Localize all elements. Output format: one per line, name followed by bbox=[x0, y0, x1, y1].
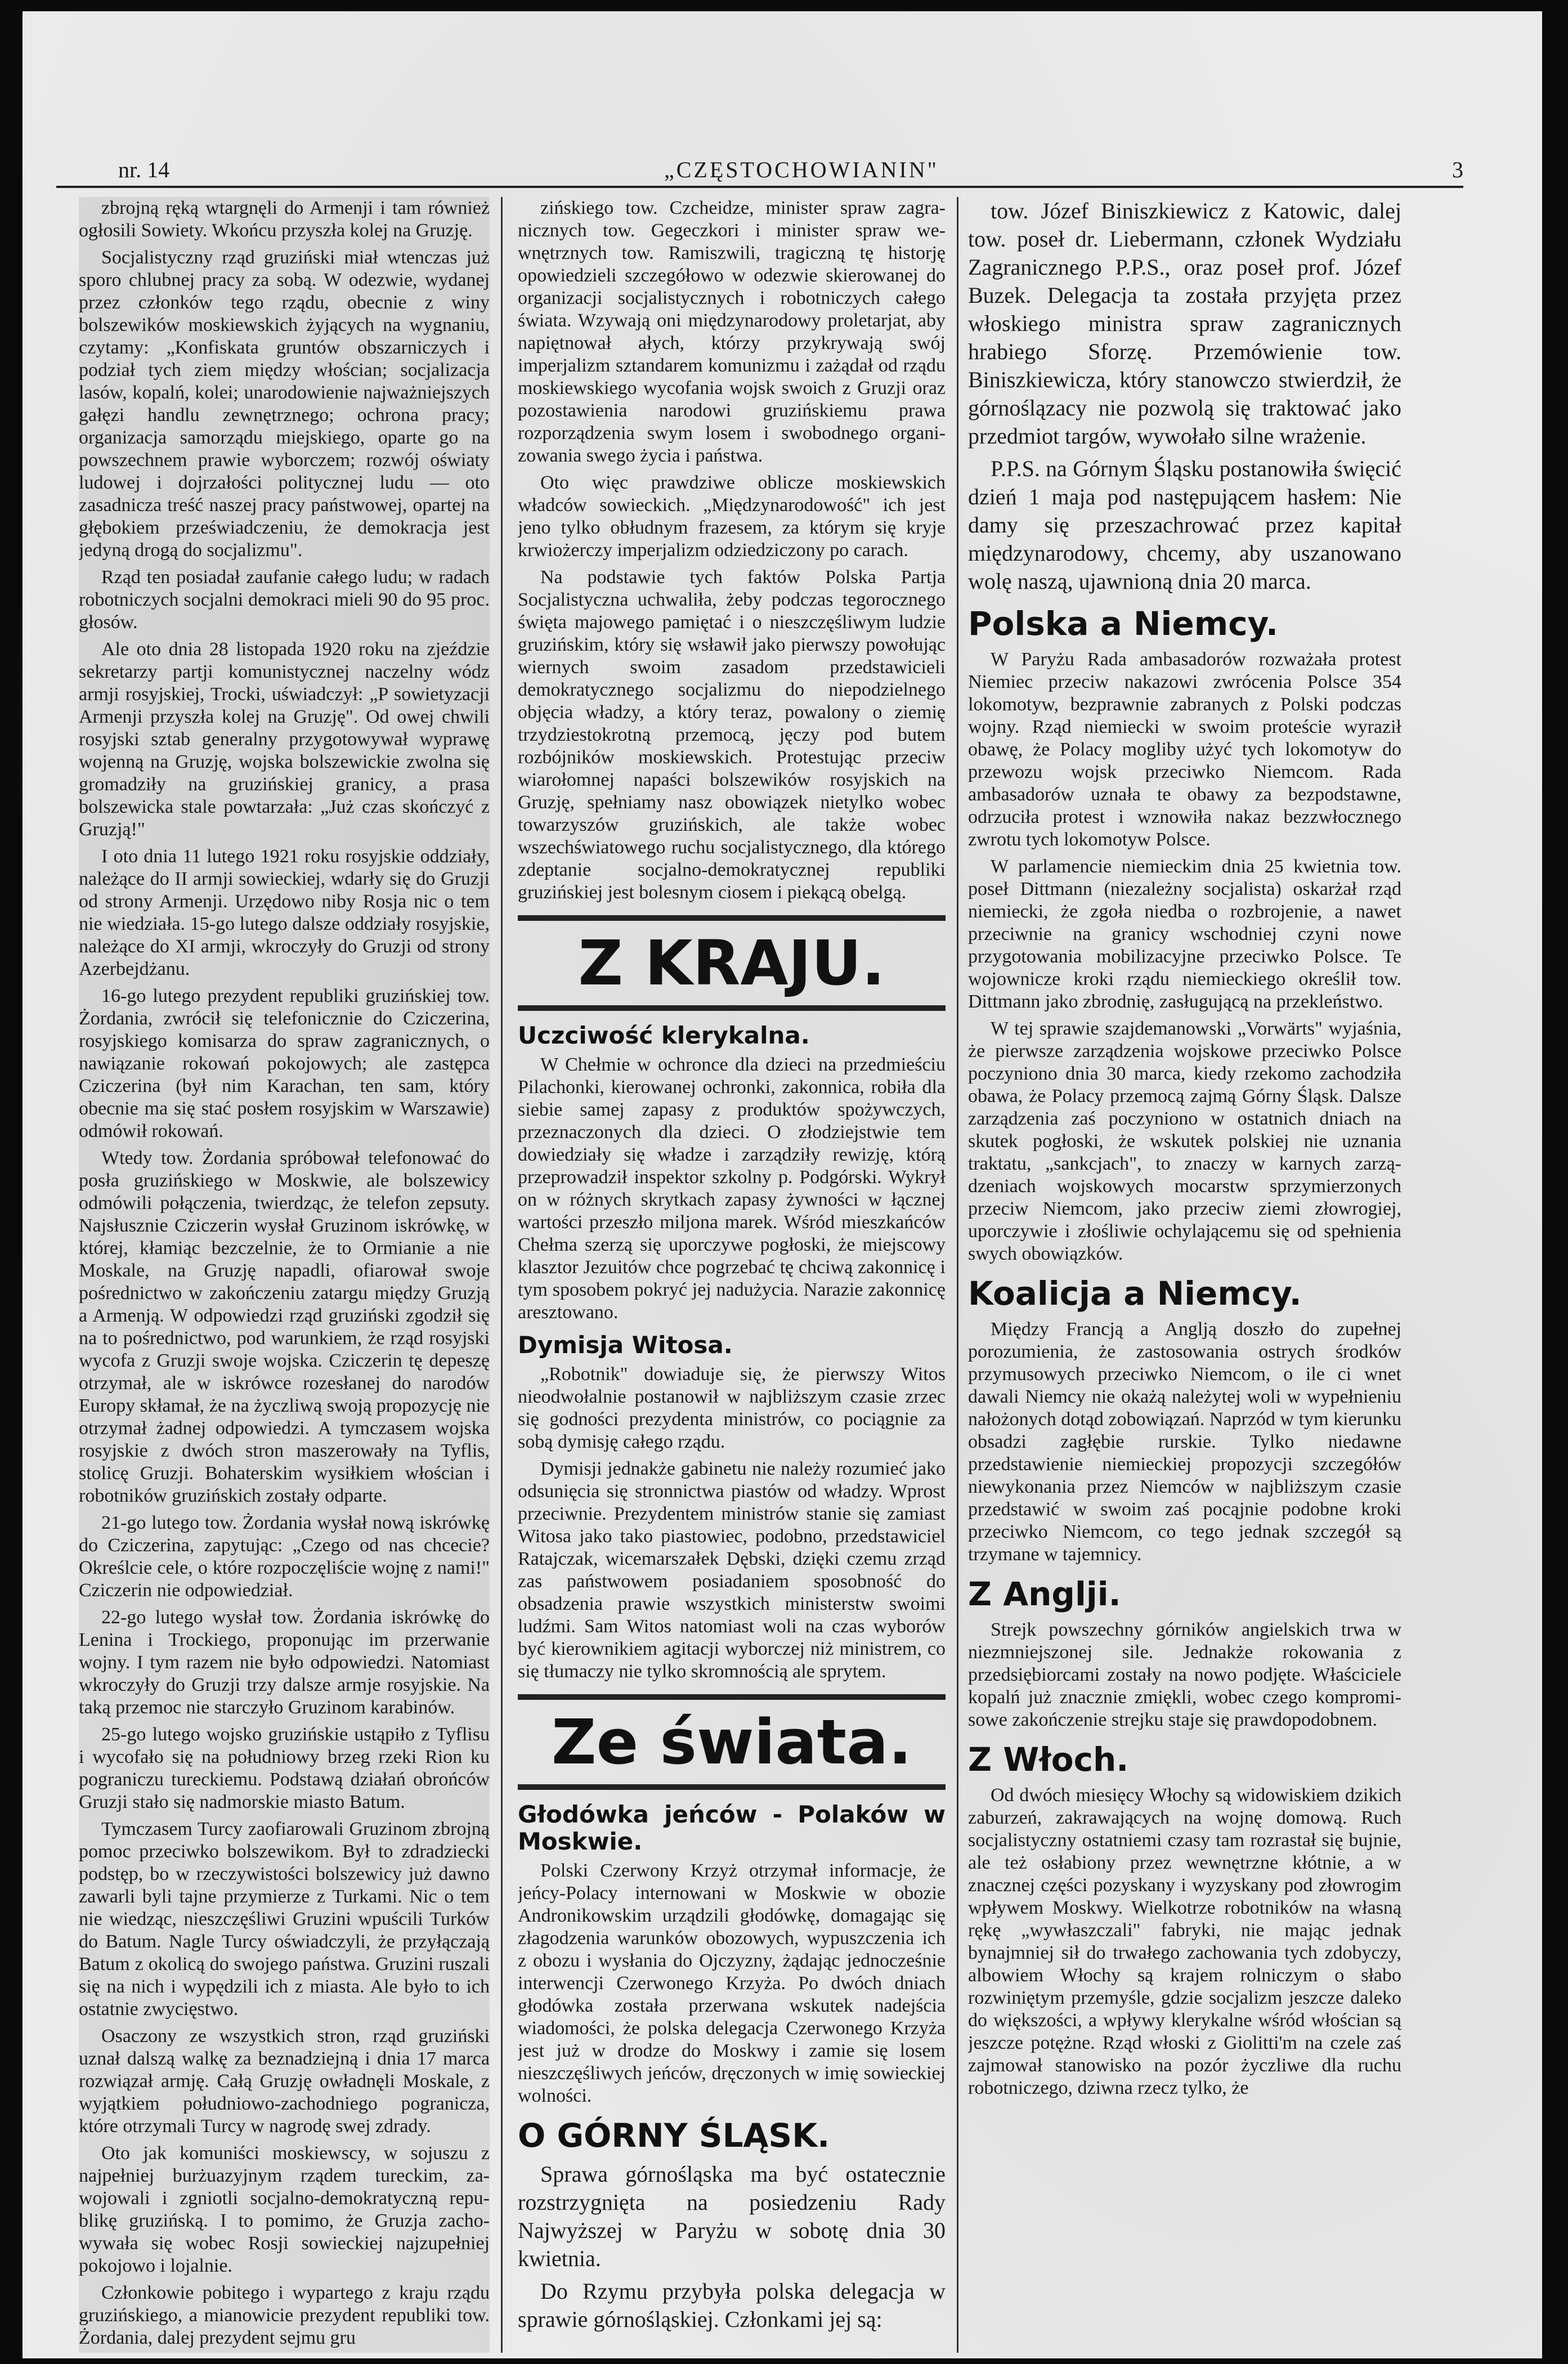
paragraph: Tymczasem Turcy zaofiarowali Gruzinom zbrojną pomoc przeciwko bolszewikom. Był to zdradziecki podstęp, bo w rzeczywistości bolszewicy już dawno zawarli byli tajne przymierze z Turkami. Nic o tem nie wiedząc, nieszczęśliwi Gruzini wpuścili Turków do Batum. Nagle Turcy oświadczyli, że przyłączają Batum z okolicą do swojego państwa. Gruzini ruszali się na nich i wypędzili ich z miasta. Ale było to ich ostatnie zwycięstwo. bbox=[79, 1819, 490, 2020]
issue-number: nr. 14 bbox=[118, 157, 170, 182]
paragraph: Od dwóch miesięcy Włochy są widowiskiem dzikich zaburzeń, zakrawających na wojnę domową. Ruch socjalistyczny ostatniemi czasy tam rozrastał się bujnie, ale też osłabiony przez wewnętrzne kłótnie, a w znacznej części pozyskany i wyzyskany pod złowrogim wpływem Moskwy. Wielkotrze robotników na własną rękę „wywłaszczali" fabryki, nie mając jednak bynajmniej sił do trwałego zachowania tych zdobyczy, albowiem Włochy są krajem rolniczym o słabo rozwiniętym przemyśle, gdzie socjalizm jeszcze daleko do większości, a wpływy klerykalne wśród włościan są jeszcze potężne. Rząd włoski z Giolitti'm na czele zaś zajmował stanowisko na pozór życzliwe dla ruchu robotniczego, dziwna rzecz tylko, że bbox=[968, 1785, 1401, 2098]
column-3 bbox=[968, 197, 1401, 2353]
paragraph: W parlamencie niemieckim dnia 25 kwietnia tow. poseł Dittmann (niezależny socjalista) oskarżał rząd niemiecki, że zgoła niedba o rozbrojenie, a nawet przeciwnie na granicy wschodniej czyni nowe przygotowania mobilizacyjne przeciwko Polsce. Te wojownicze kroki rządu niemieckiego określił tow. Dittmann jako zbrodnię, zasługującą na przekleństwo. bbox=[968, 856, 1401, 1012]
paragraph: zińskiego tow. Czcheidze, minister spraw zagranicznych tow. Gegeczkori i minister spraw wewnętrznych tow. Ramiszwili, tragiczną tę historję opowiedzieli szczegółowo w odezwie skierowanej do organizacji socjalistycznych i robotniczych całego świata. Wzywają oni międzynarodowy proletarjat, aby napiętnował ałych, którzy przykrywają swój imperjalizm sztandarem komunizmu i zażądał od rządu moskiewskiego wycofania wojsk swoich z Gruzji oraz pozostawienia narodowi gruzińskiemu prawa rozporządzenia swym losem i swobodnego organizowania swego życia i państwa. bbox=[518, 198, 946, 466]
paragraph: Strejk powszechny górników angielskich trwa w niezmniejszonej sile. Jednakże rokowania z przedsiębiorcami zostały na nowo podjęte. Właściciele kopalń już znacznie zmiękli, wobec czego kompromisowe zakończenie strejku staje się prawdopodobnem. bbox=[968, 1619, 1401, 1730]
section-title-ze-swiata: Ze świata. bbox=[518, 1694, 946, 1790]
paragraph: 25-go lutego wojsko gruzińskie ustąpiło z Tyflisu i wycofało się na południowy brzeg rzeki Rion ku pograniczu tureckiemu. Podstawą działań obrońców Gruzji stało się nadmorskie miasto Batum. bbox=[79, 1724, 490, 1812]
paragraph: Dymisji jednakże gabinetu nie należy rozumieć jako odsunięcia się stronnictwa piastów od władzy. Wprost przeciwnie. Prezydentem ministrów stanie się zamiast Witosa jako tako piastowiec, podobno, przedstawiciel Ratajczak, wicemarszałek Dębski, dzięki czemu zrząd zas państwowem posiadaniem sposobność do obsadzenia prawie wszystkich ministerstw swoimi ludźmi. Sam Witos natomiast woli na czas wyborów być kierownikiem agitacji wyborczej niż ministrem, co się tłumaczy nie tylko skromnością ale sprytem. bbox=[518, 1458, 946, 1682]
paragraph: W tej sprawie szajdemanowski „Vorwärts" wyjaśnia, że pierwsze zarządzenia wojskowe przeciwko Polsce poczyniono dnia 30 marca, kiedy rzekomo zachodziła obawa, że Polacy przemocą zajmą Górny Śląsk. Dalsze zarządzenia zaś poczyniono w ostatnich dniach na skutek pogłoski, że wskutek polskiej nie uznania traktatu, „sankcjach", to znaczy w karnych zarządzeniach wojskowych mocarstw sprzymierzonych przeciw Niemcom, jako przeciw ziemi złowrogiej, uporczywie i złośliwie ochylającemu się od spełnienia swych obowiązków. bbox=[968, 1018, 1401, 1264]
paragraph: Między Francją a Anglją doszło do zupełnej porozumienia, że zastosowania ostrych środków przymusowych przeciwko Niemcom, o ile ci wnet dawali Niemcy nie okażą należytej woli w wypełnieniu nałożonych dotąd zobowiązań. Naprzód w tym kierunku obsadzi zagłębie rurskie. Tylko niedawne przedstawienie niemieckiej propozycji szczegółów niewykonania przez Niemców w najbliższym czasie przedstawić w swoim zaś pocąjnie podobne kroki przeciwko Niemcom, co tego jednak szczegół są trzymane w tajemnicy. bbox=[968, 1319, 1401, 1565]
paragraph: Oto jak komuniści moskiewscy, w sojuszu z najpełniej burżuazyjnym rządem tureckim, zawojowali i zgniotli socjalno-demokratyczną republikę gruzińską. I to pomimo, że Gruzja zachowywała się wobec Rosji sowieckiej najzupełniej pokojowo i lojalnie. bbox=[79, 2143, 490, 2276]
paragraph: P.P.S. na Górnym Śląsku postanowiła święcić dzień 1 maja pod następującem hasłem: Nie damy się przeszachrować przez kapitał międzynarodowy, chcemy, aby uszanowano wolę naszą, ujawnioną dnia 20 marca. bbox=[968, 456, 1401, 594]
paragraph: Do Rzymu przybyła polska delegacja w sprawie górnośląskiej. Członkami jej są: bbox=[518, 2278, 946, 2332]
paragraph: Osaczony ze wszystkich stron, rząd gruziński uznał dalszą walkę za beznadziejną i dnia 17 marca rozwiązał armję. Całą Gruzję owładnęli Moskale, z wyjątkiem południowo-zachodniego pogranicza, które otrzymali Turcy w nagrodę swej zdrady. bbox=[79, 2026, 490, 2137]
article-title-polska-niemcy: Polska a Niemcy. bbox=[968, 605, 1279, 643]
paragraph: 22-go lutego wysłał tow. Żordania iskrówkę do Lenina i Trockiego, proponując im przerwanie wojny. I tym razem nie było odpowiedzi. Natomiast wkroczyły do Gruzji trzy dalsze armje rosyjskie. Na taką przemoc nie starczyło Gruzinom karabinów. bbox=[79, 1607, 490, 1718]
article-title-koalicja: Koalicja a Niemcy. bbox=[968, 1274, 1302, 1313]
article-title-anglja: Z Anglji. bbox=[968, 1575, 1121, 1613]
paragraph: I oto dnia 11 lutego 1921 roku rosyjskie oddziały, należące do II armji sowieckiej, wdarły się do Gruzji od strony Armenji. Urzędowo niby Rosja nic o tem nie wiedziała. 15-go lutego dalsze oddziały rosyjskie, należące do XI armji, wkroczyły do Gruzji od strony Azerbejdżanu. bbox=[79, 846, 490, 979]
column-1 bbox=[79, 197, 490, 2353]
paragraph: 21-go lutego tow. Żordania wysłał nową iskrówkę do Cziczerina, zapytując: „Czego od nas chcecie? Określcie cele, o które rozpoczęliście wojnę z nami!" Cziczerin nie odpowiedział. bbox=[79, 1512, 490, 1601]
column-divider bbox=[957, 197, 958, 2353]
paragraph: „Robotnik" dowiaduje się, że pierwszy Witos nieodwołalnie postanowił w najbliższym czasie zrzec się godności prezydenta ministrów, co pociągnie za sobą dymisję całego rządu. bbox=[518, 1364, 946, 1452]
column-2 bbox=[518, 197, 946, 2353]
column-divider bbox=[501, 197, 503, 2353]
paragraph: Rząd ten posiadał zaufanie całego ludu; w radach robotniczych socjalni demokraci mieli 90 do 95 proc. głosów. bbox=[79, 567, 490, 633]
paragraph: 16-go lutego prezydent republiki gruzińskiej tow. Żordania, zwrócił się telefonicznie do Cziczerina, rosyjskiego komisarza do spraw zagranicznych, o nawiązanie rokowań pokojowych; ale zastępca Cziczerina (był nim Karachan, ten sam, który obecnie ma się stać posłem rosyjskim w Warszawie) odmówił rokowań. bbox=[79, 986, 490, 1141]
paragraph: Socjalistyczny rząd gruziński miał wtenczas już sporo chlubnej pracy za sobą. W odezwie, wydanej przez członków tego rządu, obecnie z winy bolszewików moskiewskich żyjących na wygnaniu, czytamy: „Konfiskata gruntów obszarniczych i podział tych ziem między włościan; socjalizacja lasów, kopalń, kolei; unarodowienie najważniejszych gałęzi handlu zewnętrznego; ochrona pracy; organizacja samorządu miejskiego, oparte go na powszechnem prawie wyborczem; rozwój oświaty ludowej i dojrzałości politycznej ludu — oto zasadnicza treść naszej pracy państwowej, opartej na głębokiem przeświadczeniu, że demokracja jest jedyną drogą do socjalizmu". bbox=[79, 247, 490, 561]
section-title-z-kraju: Z KRAJU. bbox=[518, 915, 946, 1011]
page-header bbox=[56, 152, 1463, 188]
paragraph: Wtedy tow. Żordania spróbował telefonować do posła gruzińskiego w Moskwie, ale bolszewicy odmówili połączenia, twierdząc, że telefon zepsuty. Najsłusznie Cziczerin wysłał Gruzinom iskrówkę, w której, kłamiąc bezczelnie, że to Ormianie a nie Moskale, na Gruzję napadli, ofiarował swoje pośrednictwo w zakończeniu zatargu między Gruzją a Armenją. W odpowiedzi rząd gruziński zgodził się na to pośrednictwo, pod warunkiem, że rząd rosyjski wycofa z Gruzji swoje wojska. Cziczerin tę depeszę otrzymał, ale w iskrówce rozesłanej do narodów Europy skłamał, że na życzliwą swoją propozycję nie otrzymał żadnej odpowiedzi. A tymczasem wojska rosyjskie z dwóch stron maszerowały na Tyflis, stolicę Gruzji. Bohaterskim wysiłkiem włościan i robotników gruzińskich zostały odparte. bbox=[79, 1148, 490, 1506]
paragraph: Oto więc prawdziwe oblicze moskiewskich władców sowieckich. „Międzynarodowość" ich jest jeno tylko obłudnym frazesem, za którym się kryje krwiożerczy imperjalizm odziedziczony po carach. bbox=[518, 472, 946, 561]
paragraph: tow. Józef Biniszkiewicz z Katowic, dalej tow. poseł dr. Liebermann, członek Wydziału Zagranicznego P.P.S., oraz poseł prof. Józef Buzek. Delegacja ta została przyjęta przez włoskiego ministra spraw zagranicznych hrabiego Sforzę. Przemówienie tow. Biniszkiewicza, który stanowczo stwierdził, że górnoślązacy nie pozwolą się traktować jako przedmiot targów, wywołało silne wrażenie. bbox=[968, 198, 1401, 449]
article-title-uczciwosc: Uczciwość klerykalna. bbox=[518, 1022, 810, 1049]
newspaper-page bbox=[23, 11, 1542, 2358]
paragraph: zbrojną ręką wtargnęli do Armenji i tam również ogłosili Sowiety. Wkońcu przyszła kolej na Gruzję. bbox=[79, 198, 490, 241]
article-title-glodowka: Głodówka jeńców - Polaków w Moskwie. bbox=[518, 1801, 946, 1855]
paragraph: Członkowie pobitego i wypartego z kraju rządu gruzińskiego, a mianowicie prezydent republiki tow. Żordania, dalej prezydent sejmu gru bbox=[79, 2282, 490, 2348]
paragraph: Ale oto dnia 28 listopada 1920 roku na zjeździe sekretarzy partji komunistycznej naczelny wódz armji rosyjskiej, Trocki, uświadczył: „P sowietyzacji Armenji przyszła kolej na Gruzję". Od owej chwili rosyjski sztab generalny przygotowywał wyprawę wojenną na Gruzję, wojska bolszewickie zwolna się gromadziły na gruzińskiej granicy, a prasa bolszewicka stale powtarzała: „Już czas skończyć z Gruzją!" bbox=[79, 639, 490, 840]
article-title-wlochy: Z Włoch. bbox=[968, 1740, 1129, 1779]
article-title-gorny-slask: O GÓRNY ŚLĄSK. bbox=[518, 2116, 830, 2155]
page-number: 3 bbox=[1452, 157, 1463, 182]
paragraph: W Paryżu Rada ambasadorów rozważała protest Niemiec przeciw nakazowi zwrócenia Polsce 354 lokomotyw, bezprawnie zabranych z Polski podczas wojny. Rząd niemiecki w swoim proteście wyraził obawę, że Polacy mogliby użyć tych lokomotyw do przewozu wojsk przeciwko Niemcom. Rada ambasadorów uznała te obawy za bezpodstawne, odrzuciła protest i wznowiła nakaz bezzwłocznego zwrotu tych lokomotyw Polsce. bbox=[968, 649, 1401, 850]
paragraph: Polski Czerwony Krzyż otrzymał informacje, że jeńcy-Polacy internowani w Moskwie w obozie Andronikowskim urządzili głodówkę, domagając się złagodzenia warunków obozowych, wypuszczenia ich z obozu i wysłania do Ojczyzny, żądając jednocześnie interwencji Czerwonego Krzyża. Po dwóch dniach głodówka została przerwana wskutek nadejścia wiadomości, że polska delegacja Czerwonego Krzyża jest już w drodze do Moskwy i zamie się losem nieszczęśliwych jeńców, dręczonych w imię sowieckiej wolności. bbox=[518, 1860, 946, 2106]
newspaper-title: „CZĘSTOCHOWIANIN" bbox=[664, 157, 939, 182]
paragraph: Sprawa górnośląska ma być ostatecznie rozstrzygnięta na posiedzeniu Rady Najwyższej w Paryżu w sobotę dnia 30 kwietnia. bbox=[518, 2161, 946, 2271]
paragraph: W Chełmie w ochronce dla dzieci na przedmieściu Pilachonki, kierowanej ochronki, zakonnica, robiła dla siebie samej zapasy z produktów spożywczych, przeznaczonych dla dzieci. O złodziejstwie tem dowiedziały się władze i zarządziły rewizję, którą przeprowadził inspektor szkolny p. Podgórski. Wykrył on w różnych skrytkach zapasy żywności w łącznej wartości przeszło miljona marek. Wśród mieszkańców Chełma szerzą się uporczywe pogłoski, że miejscowy klasztor Jezuitów chce pogrzebać tę chciwą zakonnicę i tym sposobem pokryć jej nadużycia. Narazie zakonnicę aresztowano. bbox=[518, 1054, 946, 1323]
article-title-dymisja: Dymisja Witosa. bbox=[518, 1331, 733, 1359]
paragraph: Na podstawie tych faktów Polska Partja Socjalistyczna uchwaliła, żeby podczas tegorocznego święta majowego pamiętać i o nieszczęśliwym ludzie gruzińskim, który się wsławił jako pierwszy powołując wiernych swoim zasadom przedstawicieli demokratycznego socjalizmu do niepodzielnego objęcia władzy, a który teraz, powalony o ziemię trzydziestokrotną przemocą, jęczy pod butem rozbójników moskiewskich. Protestując przeciw wiarołomnej napaści bolszewików rosyjskich na Gruzję, spełniamy nasz obowiązek nietylko wobec towarzyszów gruzińskich, ale także wobec wszechświatowego ruchu socjalistycznego, dla którego zdeptanie socjalno-demokratycznej republiki gruzińskiej jest bolesnym ciosem i piekącą obelgą. bbox=[518, 567, 946, 903]
